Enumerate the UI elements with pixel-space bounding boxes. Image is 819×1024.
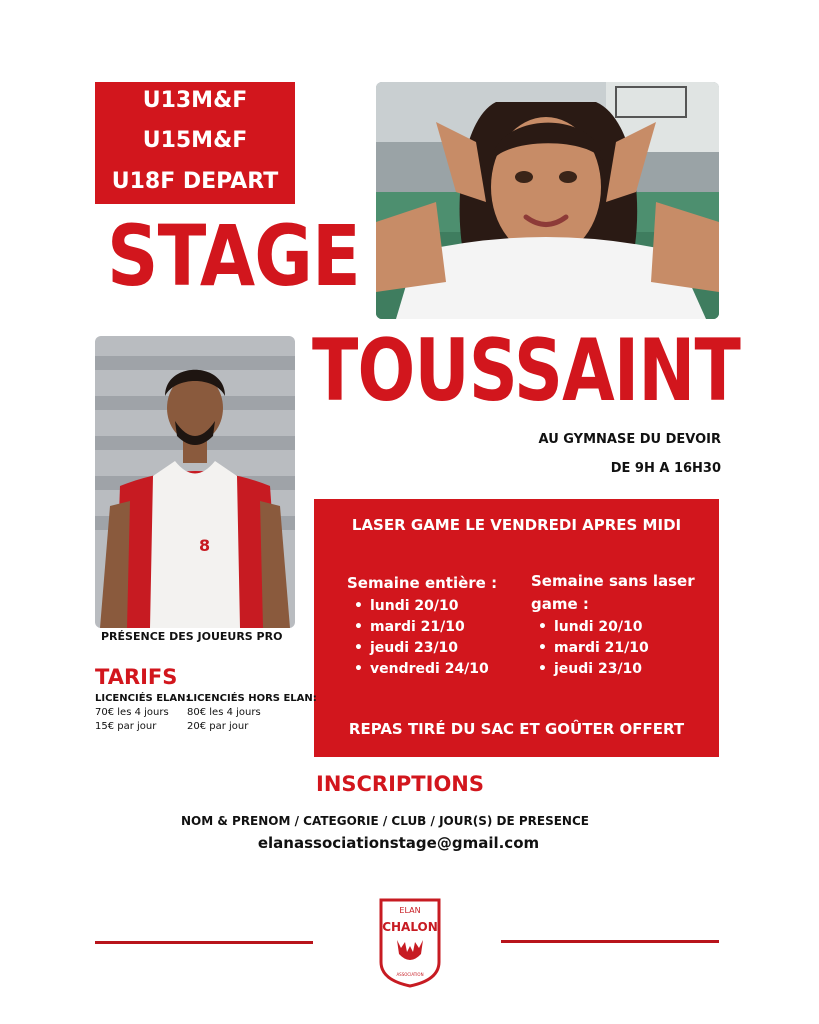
inscriptions-fields: NOM & PRENOM / CATEGORIE / CLUB / JOUR(S) DE PRESENCE xyxy=(181,814,589,828)
footer-rule-right xyxy=(501,940,719,943)
logo-top-text: ELAN xyxy=(399,906,421,915)
category-u15: U15M&F xyxy=(142,128,248,153)
tarif-hors-elan-label: LICENCIÉS HORS ELAN: xyxy=(187,693,317,704)
pro-players-caption: PRÉSENCE DES JOUEURS PRO xyxy=(101,630,283,643)
elan-chalon-logo xyxy=(377,896,443,988)
list-item: • jeudi 23/10 xyxy=(354,640,489,661)
tarifs-title: TARIFS xyxy=(95,665,178,689)
hours: DE 9H A 16H30 xyxy=(610,461,721,476)
category-u13: U13M&F xyxy=(142,88,248,113)
list-item: • lundi 20/10 xyxy=(538,619,649,640)
tarif-elan-day: 15€ par jour xyxy=(95,721,157,732)
full-week-title: Semaine entière : xyxy=(347,574,498,592)
no-laser-week-days xyxy=(538,619,649,682)
tarif-hors-elan xyxy=(187,692,317,734)
jersey-number: 8 xyxy=(199,536,211,555)
laser-game-info: LASER GAME LE VENDREDI APRES MIDI xyxy=(351,516,682,534)
category-u18: U18F DEPART xyxy=(111,169,279,194)
title-stage: STAGE xyxy=(107,207,360,305)
tarif-elan-week: 70€ les 4 jours xyxy=(95,707,169,718)
title-toussaint: TOUSSAINT xyxy=(312,321,741,421)
list-item: • mardi 21/10 xyxy=(538,640,649,661)
no-laser-week-title: Semaine sans laser xyxy=(531,572,695,590)
list-item: • jeudi 23/10 xyxy=(538,661,649,682)
tarif-hors-elan-week: 80€ les 4 jours xyxy=(187,707,261,718)
no-laser-week-title-cont: game : xyxy=(531,595,589,613)
tarif-elan-label: LICENCIÉS ELAN: xyxy=(95,693,190,704)
info-box xyxy=(314,499,719,757)
tarif-elan xyxy=(95,692,190,734)
photo-pro-player xyxy=(95,336,295,628)
footer-rule-left xyxy=(95,941,313,944)
logo-main-text: CHALON xyxy=(382,920,438,934)
inscriptions-email[interactable]: elanassociationstage@gmail.com xyxy=(257,834,540,852)
full-week-days xyxy=(354,598,489,682)
logo-bottom-text: ASSOCIATION xyxy=(396,972,424,977)
photo-girl xyxy=(376,82,719,319)
list-item: • lundi 20/10 xyxy=(354,598,489,619)
list-item: • mardi 21/10 xyxy=(354,619,489,640)
category-box xyxy=(95,82,295,204)
venue: AU GYMNASE DU DEVOIR xyxy=(538,432,721,447)
tarif-hors-elan-day: 20€ par jour xyxy=(187,721,249,732)
meal-info: REPAS TIRÉ DU SAC ET GOÛTER OFFERT xyxy=(348,720,685,738)
inscriptions-title: INSCRIPTIONS xyxy=(316,772,484,796)
list-item: • vendredi 24/10 xyxy=(354,661,489,682)
